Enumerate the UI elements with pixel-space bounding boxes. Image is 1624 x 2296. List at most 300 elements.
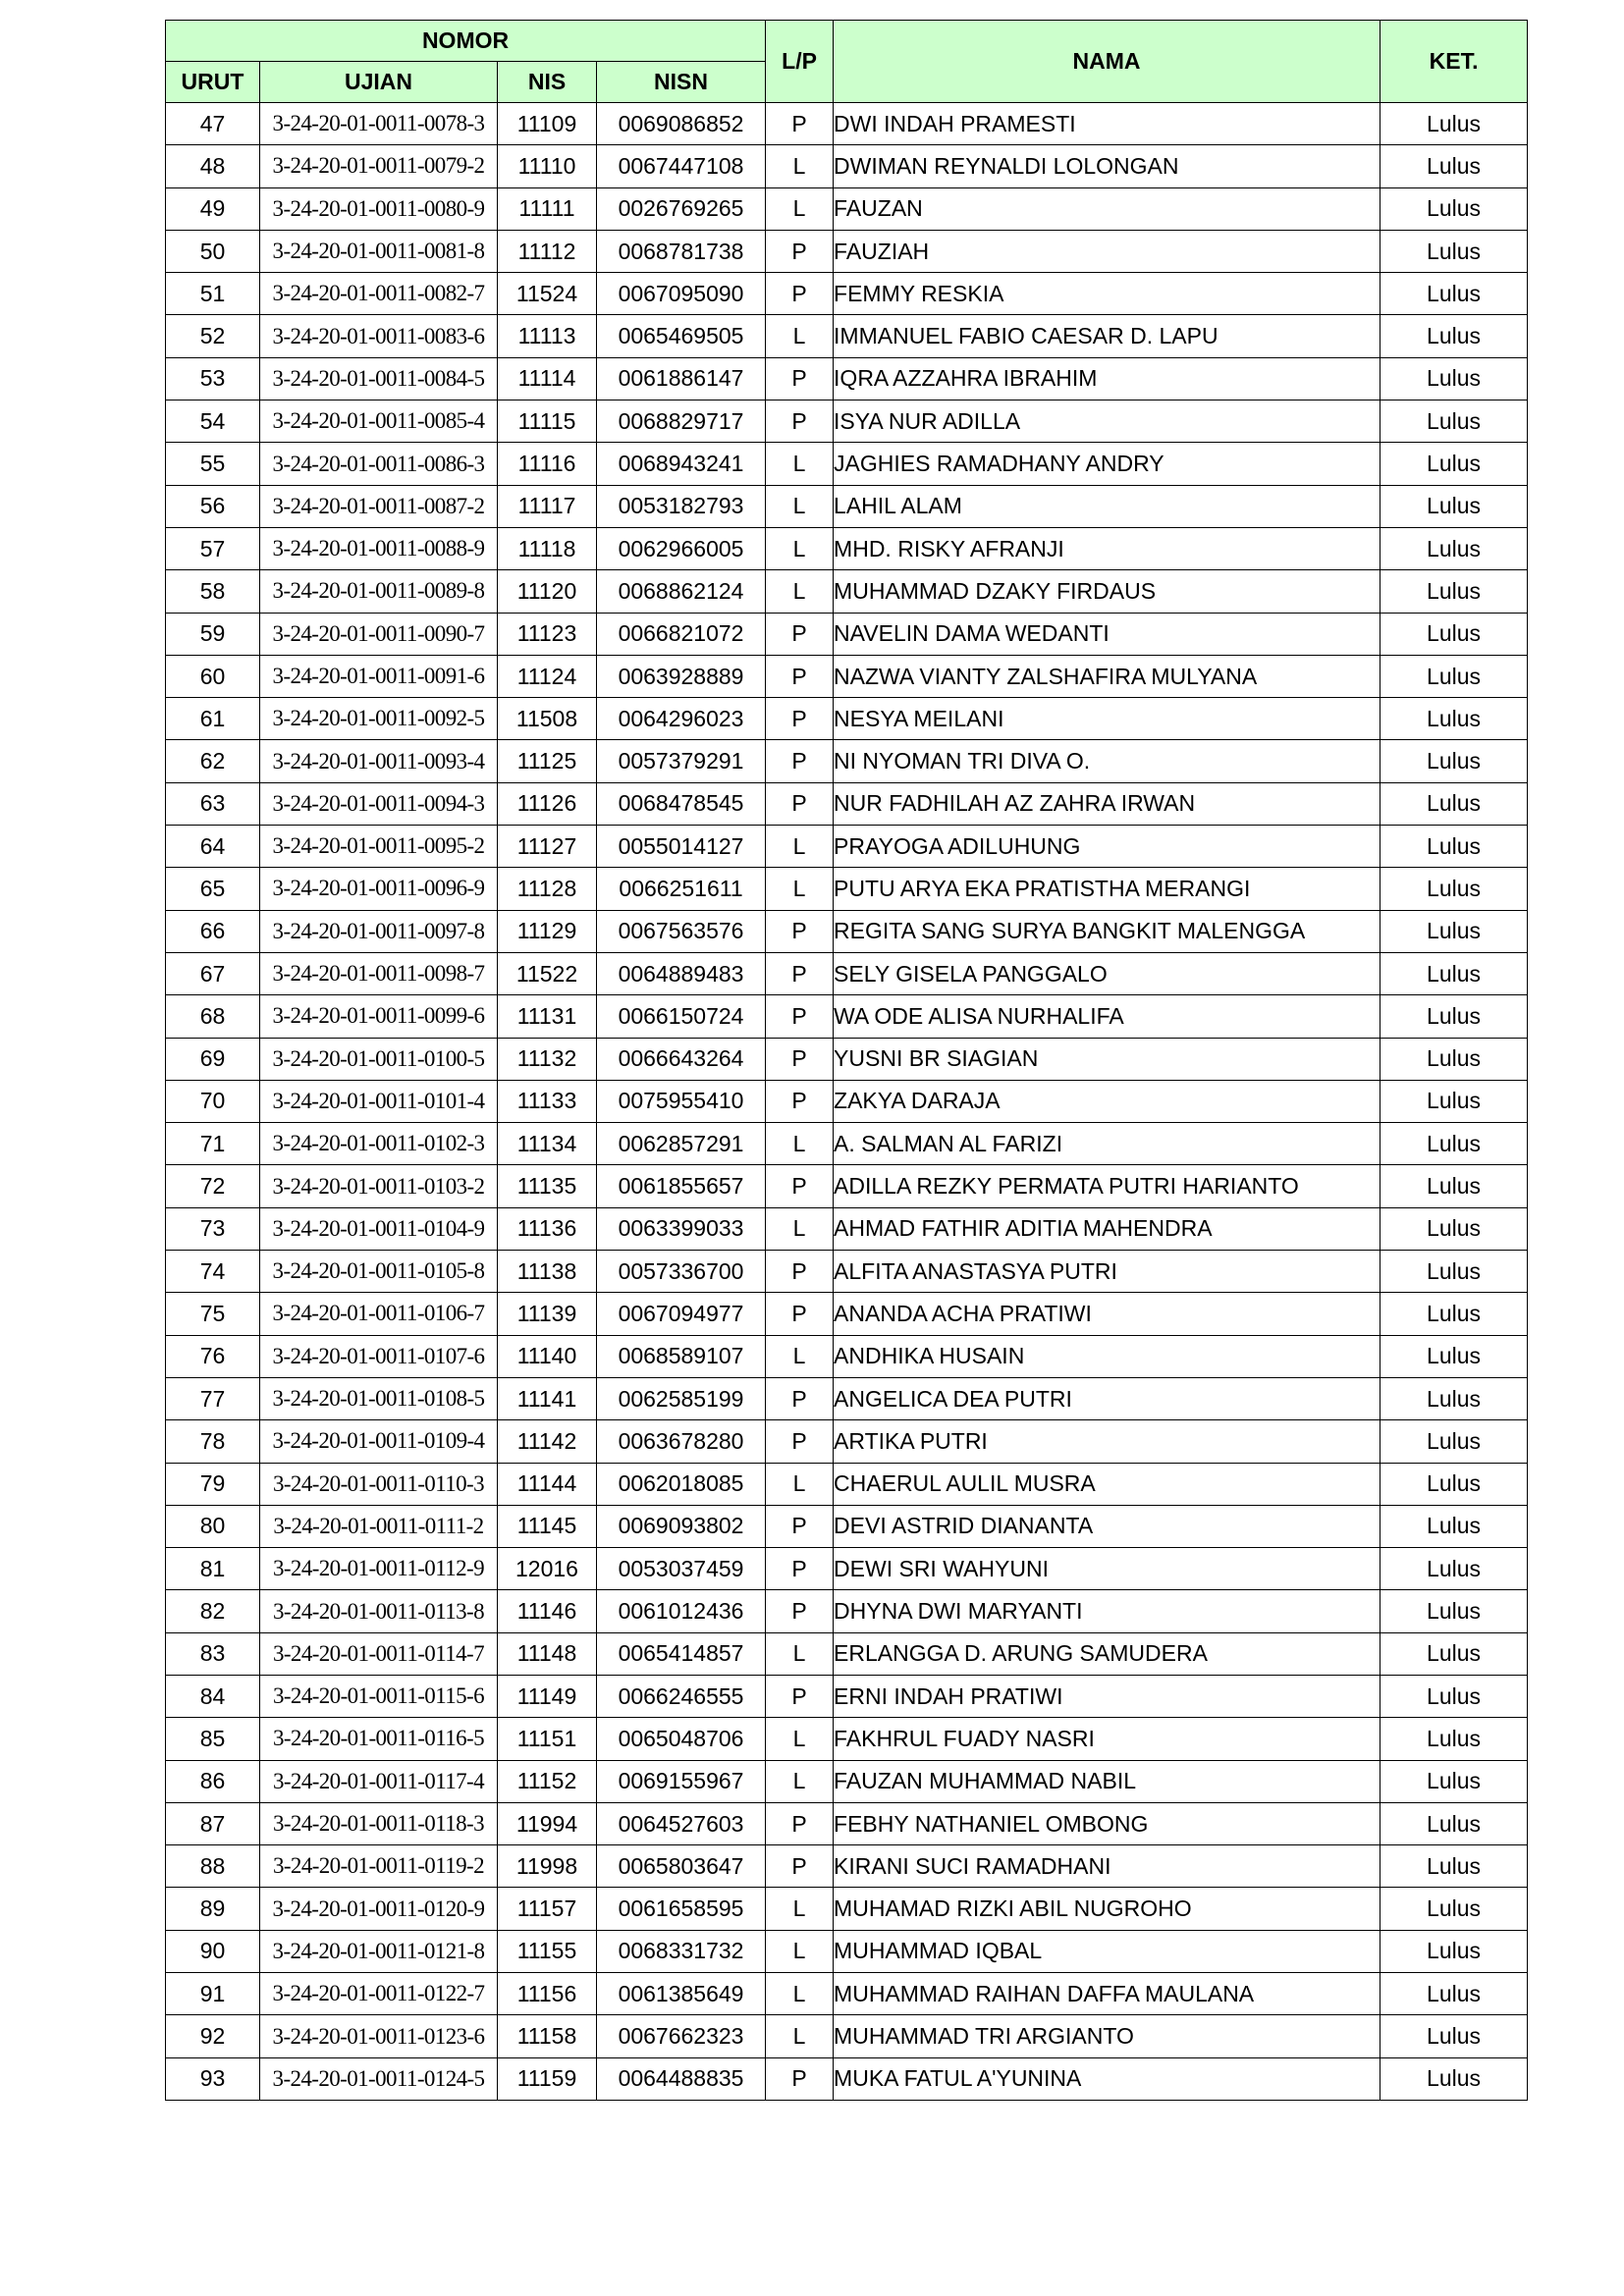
cell-ket: Lulus [1380,868,1528,910]
cell-urut: 71 [166,1123,260,1165]
cell-nama: FAUZAN MUHAMMAD NABIL [834,1760,1380,1802]
cell-ujian: 3-24-20-01-0011-0113-8 [260,1590,498,1632]
cell-ujian: 3-24-20-01-0011-0123-6 [260,2015,498,2057]
table-row [166,1930,1528,1972]
cell-ket: Lulus [1380,1675,1528,1717]
cell-nama: A. SALMAN AL FARIZI [834,1123,1380,1165]
cell-ket: Lulus [1380,1123,1528,1165]
header-ujian: UJIAN [260,62,498,103]
cell-nisn: 0062585199 [597,1377,766,1419]
table-row [166,1420,1528,1463]
cell-urut: 60 [166,655,260,697]
cell-nama: NAVELIN DAMA WEDANTI [834,613,1380,655]
cell-nama: KIRANI SUCI RAMADHANI [834,1845,1380,1888]
cell-ujian: 3-24-20-01-0011-0114-7 [260,1632,498,1675]
cell-nama: DEWI SRI WAHYUNI [834,1548,1380,1590]
cell-urut: 84 [166,1675,260,1717]
graduation-roster-table [165,20,1528,2101]
cell-ujian: 3-24-20-01-0011-0080-9 [260,187,498,230]
cell-ket: Lulus [1380,1590,1528,1632]
cell-ujian: 3-24-20-01-0011-0091-6 [260,655,498,697]
cell-nama: FEBHY NATHANIEL OMBONG [834,1802,1380,1844]
table-row [166,1505,1528,1547]
table-row [166,1080,1528,1122]
cell-nama: ZAKYA DARAJA [834,1080,1380,1122]
cell-ket: Lulus [1380,1335,1528,1377]
cell-urut: 75 [166,1293,260,1335]
table-row [166,1165,1528,1207]
cell-ujian: 3-24-20-01-0011-0093-4 [260,740,498,782]
cell-lp: P [766,1548,834,1590]
cell-ket: Lulus [1380,1251,1528,1293]
cell-nama: JAGHIES RAMADHANY ANDRY [834,443,1380,485]
cell-ujian: 3-24-20-01-0011-0079-2 [260,145,498,187]
cell-nisn: 0068331732 [597,1930,766,1972]
cell-nama: ADILLA REZKY PERMATA PUTRI HARIANTO [834,1165,1380,1207]
cell-ujian: 3-24-20-01-0011-0083-6 [260,315,498,357]
header-nisn: NISN [597,62,766,103]
cell-ket: Lulus [1380,1377,1528,1419]
cell-ket: Lulus [1380,1080,1528,1122]
cell-lp: L [766,315,834,357]
table-row [166,400,1528,443]
cell-lp: L [766,145,834,187]
cell-ujian: 3-24-20-01-0011-0097-8 [260,910,498,952]
cell-lp: L [766,1207,834,1250]
cell-nisn: 0066643264 [597,1038,766,1080]
cell-ket: Lulus [1380,1760,1528,1802]
cell-nisn: 0061658595 [597,1888,766,1930]
cell-nama: YUSNI BR SIAGIAN [834,1038,1380,1080]
cell-nisn: 0063678280 [597,1420,766,1463]
table-row [166,273,1528,315]
cell-ujian: 3-24-20-01-0011-0100-5 [260,1038,498,1080]
table-row [166,570,1528,613]
cell-nis: 11126 [498,782,597,825]
table-row [166,1675,1528,1717]
cell-ujian: 3-24-20-01-0011-0108-5 [260,1377,498,1419]
cell-ket: Lulus [1380,1548,1528,1590]
cell-urut: 70 [166,1080,260,1122]
cell-nisn: 0057379291 [597,740,766,782]
table-row [166,527,1528,569]
cell-ket: Lulus [1380,655,1528,697]
cell-lp: L [766,570,834,613]
cell-nama: MHD. RISKY AFRANJI [834,527,1380,569]
cell-urut: 61 [166,698,260,740]
cell-nama: MUHAMMAD DZAKY FIRDAUS [834,570,1380,613]
cell-nisn: 0068829717 [597,400,766,443]
table-row [166,1590,1528,1632]
cell-nis: 11112 [498,230,597,272]
cell-ket: Lulus [1380,145,1528,187]
cell-lp: P [766,1420,834,1463]
cell-ket: Lulus [1380,315,1528,357]
cell-lp: P [766,1038,834,1080]
cell-ket: Lulus [1380,1888,1528,1930]
cell-nama: FAUZIAH [834,230,1380,272]
cell-nama: CHAERUL AULIL MUSRA [834,1463,1380,1505]
table-row [166,698,1528,740]
cell-urut: 86 [166,1760,260,1802]
cell-nisn: 0061855657 [597,1165,766,1207]
cell-ujian: 3-24-20-01-0011-0084-5 [260,357,498,400]
cell-ket: Lulus [1380,1845,1528,1888]
cell-ket: Lulus [1380,273,1528,315]
cell-nis: 11133 [498,1080,597,1122]
cell-urut: 72 [166,1165,260,1207]
cell-urut: 81 [166,1548,260,1590]
cell-lp: P [766,400,834,443]
table-row [166,613,1528,655]
cell-ujian: 3-24-20-01-0011-0115-6 [260,1675,498,1717]
document-page [165,20,1527,2101]
cell-nis: 11110 [498,145,597,187]
table-header [166,21,1528,103]
cell-nis: 11524 [498,273,597,315]
header-nomor: NOMOR [166,21,766,62]
cell-ujian: 3-24-20-01-0011-0116-5 [260,1718,498,1760]
table-row [166,910,1528,952]
cell-ket: Lulus [1380,443,1528,485]
cell-nama: LAHIL ALAM [834,485,1380,527]
table-row [166,1760,1528,1802]
cell-nama: REGITA SANG SURYA BANGKIT MALENGGA [834,910,1380,952]
cell-urut: 58 [166,570,260,613]
cell-ket: Lulus [1380,698,1528,740]
cell-nama: MUHAMAD RIZKI ABIL NUGROHO [834,1888,1380,1930]
cell-urut: 57 [166,527,260,569]
cell-nis: 11127 [498,826,597,868]
cell-urut: 87 [166,1802,260,1844]
header-nis: NIS [498,62,597,103]
table-row [166,952,1528,994]
cell-ujian: 3-24-20-01-0011-0109-4 [260,1420,498,1463]
table-row [166,357,1528,400]
cell-nisn: 0065414857 [597,1632,766,1675]
cell-nama: PRAYOGA ADILUHUNG [834,826,1380,868]
cell-nis: 11120 [498,570,597,613]
cell-ujian: 3-24-20-01-0011-0094-3 [260,782,498,825]
cell-lp: L [766,1973,834,2015]
table-row [166,1973,1528,2015]
cell-ket: Lulus [1380,1973,1528,2015]
cell-nis: 11149 [498,1675,597,1717]
cell-lp: P [766,1802,834,1844]
cell-lp: P [766,357,834,400]
table-row [166,2057,1528,2100]
cell-urut: 54 [166,400,260,443]
cell-nama: WA ODE ALISA NURHALIFA [834,995,1380,1038]
cell-ket: Lulus [1380,2015,1528,2057]
cell-urut: 93 [166,2057,260,2100]
cell-lp: L [766,1888,834,1930]
cell-nis: 11118 [498,527,597,569]
cell-lp: P [766,230,834,272]
cell-urut: 68 [166,995,260,1038]
cell-nis: 11114 [498,357,597,400]
table-row [166,995,1528,1038]
cell-nama: ANANDA ACHA PRATIWI [834,1293,1380,1335]
table-row [166,1845,1528,1888]
cell-nis: 11145 [498,1505,597,1547]
cell-lp: P [766,655,834,697]
cell-nis: 11156 [498,1973,597,2015]
cell-nis: 11141 [498,1377,597,1419]
cell-ket: Lulus [1380,485,1528,527]
cell-ujian: 3-24-20-01-0011-0107-6 [260,1335,498,1377]
cell-nis: 11142 [498,1420,597,1463]
cell-nis: 11109 [498,103,597,145]
cell-ket: Lulus [1380,1505,1528,1547]
table-row [166,1207,1528,1250]
cell-nama: IMMANUEL FABIO CAESAR D. LAPU [834,315,1380,357]
cell-nis: 12016 [498,1548,597,1590]
header-nama: NAMA [834,21,1380,103]
cell-nis: 11155 [498,1930,597,1972]
cell-nis: 11994 [498,1802,597,1844]
cell-ket: Lulus [1380,2057,1528,2100]
cell-nisn: 0069093802 [597,1505,766,1547]
table-row [166,1802,1528,1844]
cell-nisn: 0067095090 [597,273,766,315]
cell-nisn: 0061886147 [597,357,766,400]
cell-urut: 85 [166,1718,260,1760]
cell-lp: P [766,1590,834,1632]
table-row [166,740,1528,782]
cell-urut: 79 [166,1463,260,1505]
cell-nisn: 0062857291 [597,1123,766,1165]
cell-nis: 11115 [498,400,597,443]
cell-ujian: 3-24-20-01-0011-0118-3 [260,1802,498,1844]
cell-nisn: 0067447108 [597,145,766,187]
cell-nisn: 0063399033 [597,1207,766,1250]
table-row [166,1377,1528,1419]
cell-urut: 56 [166,485,260,527]
cell-lp: P [766,952,834,994]
cell-ujian: 3-24-20-01-0011-0081-8 [260,230,498,272]
header-row-top [166,21,1528,62]
cell-ujian: 3-24-20-01-0011-0103-2 [260,1165,498,1207]
cell-nama: ARTIKA PUTRI [834,1420,1380,1463]
cell-urut: 90 [166,1930,260,1972]
table-row [166,145,1528,187]
cell-nama: ANDHIKA HUSAIN [834,1335,1380,1377]
cell-nisn: 0068862124 [597,570,766,613]
table-row [166,315,1528,357]
cell-nis: 11508 [498,698,597,740]
cell-nisn: 0063928889 [597,655,766,697]
cell-lp: P [766,1080,834,1122]
cell-ket: Lulus [1380,1718,1528,1760]
cell-nama: IQRA AZZAHRA IBRAHIM [834,357,1380,400]
table-row [166,1251,1528,1293]
cell-nis: 11152 [498,1760,597,1802]
cell-ujian: 3-24-20-01-0011-0096-9 [260,868,498,910]
cell-nis: 11159 [498,2057,597,2100]
cell-urut: 88 [166,1845,260,1888]
cell-nisn: 0067662323 [597,2015,766,2057]
cell-ujian: 3-24-20-01-0011-0088-9 [260,527,498,569]
cell-urut: 55 [166,443,260,485]
cell-ujian: 3-24-20-01-0011-0120-9 [260,1888,498,1930]
header-urut: URUT [166,62,260,103]
table-row [166,443,1528,485]
cell-nama: ALFITA ANASTASYA PUTRI [834,1251,1380,1293]
cell-nis: 11148 [498,1632,597,1675]
cell-nisn: 0061012436 [597,1590,766,1632]
cell-nis: 11128 [498,868,597,910]
cell-nis: 11124 [498,655,597,697]
cell-urut: 59 [166,613,260,655]
cell-urut: 64 [166,826,260,868]
cell-ujian: 3-24-20-01-0011-0111-2 [260,1505,498,1547]
cell-nisn: 0066246555 [597,1675,766,1717]
cell-ujian: 3-24-20-01-0011-0112-9 [260,1548,498,1590]
cell-lp: L [766,1718,834,1760]
cell-nis: 11998 [498,1845,597,1888]
cell-nama: MUHAMMAD TRI ARGIANTO [834,2015,1380,2057]
table-row [166,2015,1528,2057]
cell-nisn: 0026769265 [597,187,766,230]
cell-nis: 11123 [498,613,597,655]
cell-urut: 67 [166,952,260,994]
cell-nama: MUHAMMAD IQBAL [834,1930,1380,1972]
cell-ket: Lulus [1380,1038,1528,1080]
cell-ket: Lulus [1380,995,1528,1038]
cell-lp: L [766,527,834,569]
cell-ket: Lulus [1380,1802,1528,1844]
cell-nisn: 0068781738 [597,230,766,272]
cell-lp: L [766,187,834,230]
cell-lp: L [766,485,834,527]
cell-nisn: 0062966005 [597,527,766,569]
cell-urut: 92 [166,2015,260,2057]
cell-nisn: 0053037459 [597,1548,766,1590]
cell-lp: P [766,1505,834,1547]
cell-nis: 11138 [498,1251,597,1293]
cell-nisn: 0067563576 [597,910,766,952]
cell-nisn: 0053182793 [597,485,766,527]
table-row [166,1038,1528,1080]
cell-nama: MUHAMMAD RAIHAN DAFFA MAULANA [834,1973,1380,2015]
table-row [166,103,1528,145]
table-row [166,1718,1528,1760]
cell-nisn: 0062018085 [597,1463,766,1505]
cell-nis: 11134 [498,1123,597,1165]
cell-nis: 11125 [498,740,597,782]
cell-nisn: 0055014127 [597,826,766,868]
cell-nisn: 0066150724 [597,995,766,1038]
cell-nis: 11157 [498,1888,597,1930]
cell-lp: L [766,1760,834,1802]
cell-nis: 11522 [498,952,597,994]
cell-nis: 11151 [498,1718,597,1760]
cell-ket: Lulus [1380,1165,1528,1207]
table-row [166,1123,1528,1165]
cell-nama: DWIMAN REYNALDI LOLONGAN [834,145,1380,187]
cell-nis: 11158 [498,2015,597,2057]
cell-lp: P [766,698,834,740]
cell-ujian: 3-24-20-01-0011-0086-3 [260,443,498,485]
cell-nis: 11144 [498,1463,597,1505]
table-row [166,1335,1528,1377]
cell-urut: 62 [166,740,260,782]
cell-lp: P [766,2057,834,2100]
cell-lp: P [766,1293,834,1335]
cell-ujian: 3-24-20-01-0011-0098-7 [260,952,498,994]
cell-ket: Lulus [1380,952,1528,994]
cell-nisn: 0057336700 [597,1251,766,1293]
cell-ket: Lulus [1380,527,1528,569]
cell-lp: L [766,826,834,868]
cell-urut: 89 [166,1888,260,1930]
cell-ujian: 3-24-20-01-0011-0104-9 [260,1207,498,1250]
cell-ujian: 3-24-20-01-0011-0087-2 [260,485,498,527]
cell-ujian: 3-24-20-01-0011-0082-7 [260,273,498,315]
cell-ket: Lulus [1380,1420,1528,1463]
cell-urut: 77 [166,1377,260,1419]
cell-urut: 49 [166,187,260,230]
cell-ujian: 3-24-20-01-0011-0095-2 [260,826,498,868]
cell-lp: P [766,1251,834,1293]
cell-urut: 47 [166,103,260,145]
cell-lp: P [766,103,834,145]
cell-nisn: 0068943241 [597,443,766,485]
cell-nisn: 0075955410 [597,1080,766,1122]
cell-nama: ERLANGGA D. ARUNG SAMUDERA [834,1632,1380,1675]
cell-ket: Lulus [1380,1207,1528,1250]
cell-lp: L [766,1930,834,1972]
cell-nisn: 0066821072 [597,613,766,655]
cell-lp: P [766,1675,834,1717]
cell-ket: Lulus [1380,740,1528,782]
cell-nisn: 0065803647 [597,1845,766,1888]
table-row [166,868,1528,910]
cell-nama: NAZWA VIANTY ZALSHAFIRA MULYANA [834,655,1380,697]
cell-ujian: 3-24-20-01-0011-0089-8 [260,570,498,613]
table-row [166,782,1528,825]
cell-lp: P [766,782,834,825]
cell-nisn: 0064527603 [597,1802,766,1844]
cell-nisn: 0068589107 [597,1335,766,1377]
cell-urut: 65 [166,868,260,910]
cell-urut: 76 [166,1335,260,1377]
cell-ket: Lulus [1380,826,1528,868]
cell-ket: Lulus [1380,570,1528,613]
cell-ujian: 3-24-20-01-0011-0124-5 [260,2057,498,2100]
cell-ujian: 3-24-20-01-0011-0090-7 [260,613,498,655]
table-row [166,1463,1528,1505]
cell-nis: 11146 [498,1590,597,1632]
cell-nama: ISYA NUR ADILLA [834,400,1380,443]
cell-ket: Lulus [1380,1930,1528,1972]
cell-lp: L [766,443,834,485]
cell-ujian: 3-24-20-01-0011-0085-4 [260,400,498,443]
cell-ket: Lulus [1380,613,1528,655]
cell-lp: L [766,868,834,910]
cell-nisn: 0066251611 [597,868,766,910]
cell-ket: Lulus [1380,357,1528,400]
cell-ujian: 3-24-20-01-0011-0117-4 [260,1760,498,1802]
cell-nisn: 0069086852 [597,103,766,145]
table-row [166,230,1528,272]
cell-urut: 66 [166,910,260,952]
table-row [166,826,1528,868]
cell-lp: P [766,273,834,315]
cell-ujian: 3-24-20-01-0011-0110-3 [260,1463,498,1505]
cell-nama: DWI INDAH PRAMESTI [834,103,1380,145]
